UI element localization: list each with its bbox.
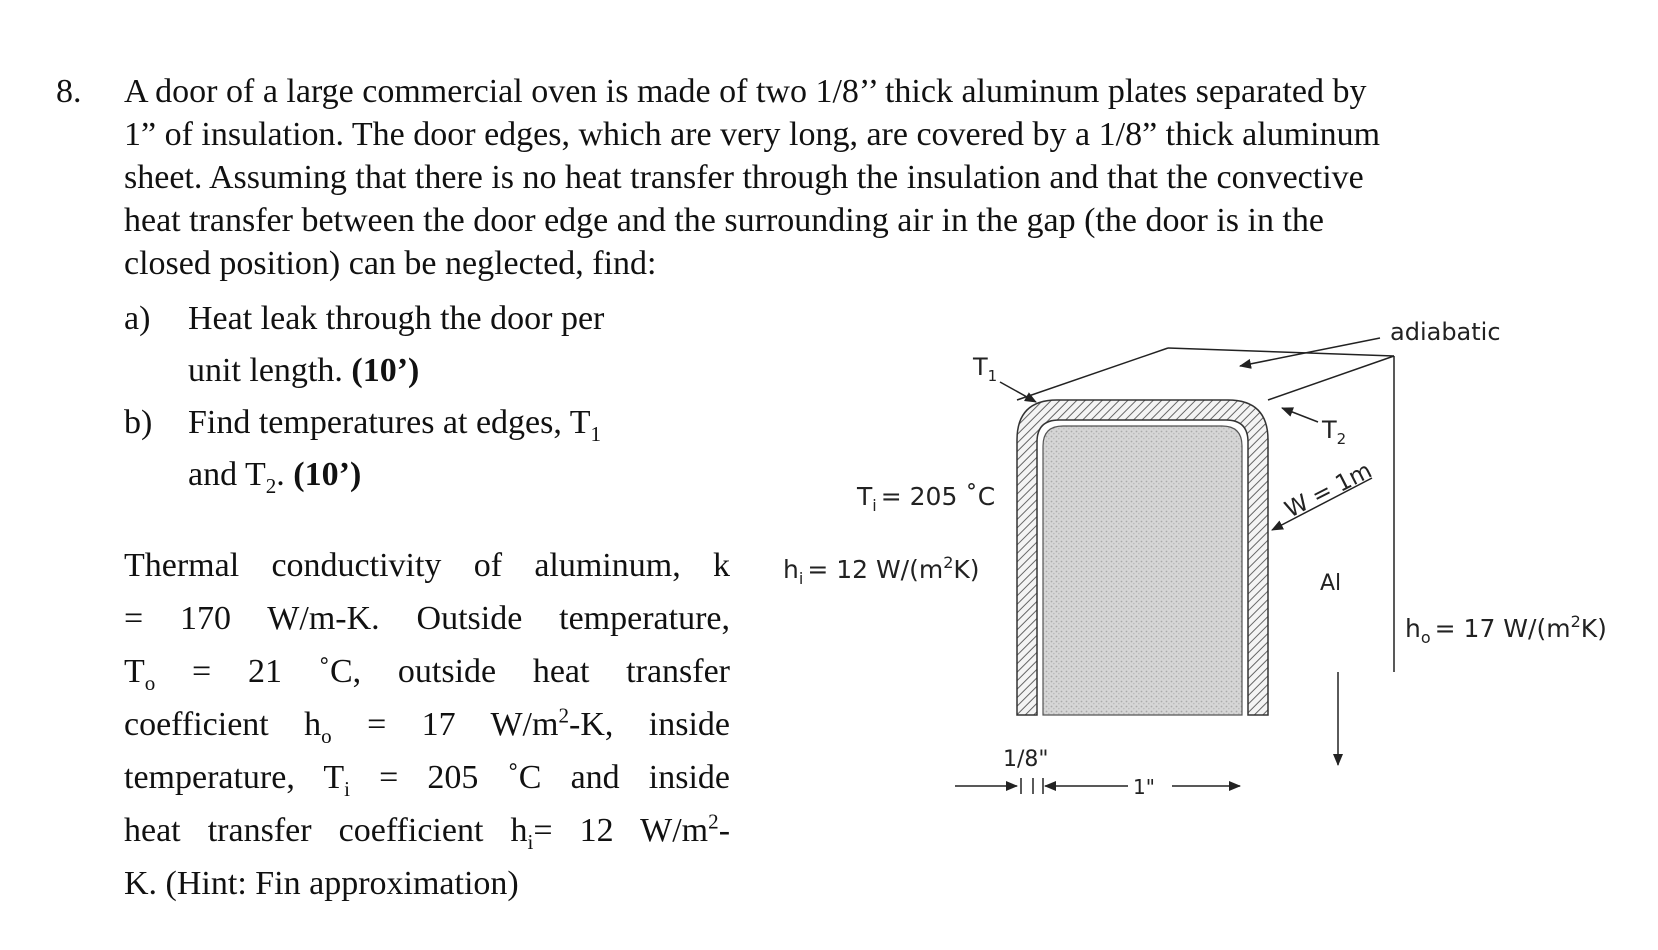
thickness-dimension	[955, 778, 1240, 794]
given-line: Thermal conductivity of aluminum, k	[124, 547, 730, 584]
t2-pointer	[1282, 408, 1318, 422]
part-a-points: (10’)	[351, 352, 420, 389]
plate-thickness-label: 1/8"	[1003, 747, 1049, 772]
part-b-after: .	[276, 456, 285, 493]
hi-label: $h_i = 12$ $W/(m^2K)$	[783, 553, 980, 588]
material-label: Al	[1320, 571, 1342, 596]
part-b-sub: 1	[590, 421, 602, 446]
insulation-thickness-label: 1"	[1133, 775, 1155, 799]
part-a-text: unit length.	[188, 352, 343, 389]
given-line: $T_o = 21$ ˚C, outside heat transfer	[124, 653, 730, 695]
given-line: = 170 W/m-K. Outside temperature,	[124, 600, 730, 637]
intro-line: A door of a large commercial oven is made of two 1/8’’ thick aluminum plates separated by	[124, 73, 1367, 110]
intro-line: closed position) can be neglected, find:	[124, 245, 657, 282]
insulation-core	[1043, 426, 1242, 715]
ti-label: $T_i = 205$ ˚C	[857, 482, 996, 515]
given-line: heat transfer coefficient $h_i= 12$ $W/m^2-$	[124, 809, 731, 854]
ho-label: $h_o = 17$ $W/(m^2K)$	[1405, 612, 1607, 647]
part-b-text2: and T	[188, 456, 266, 493]
part-a-line1: Heat leak through the door per	[188, 300, 605, 337]
given-line: temperature, $T_i = 205$ ˚C and inside	[124, 759, 730, 801]
intro-line: heat transfer between the door edge and the surrounding air in the gap (the door is in the	[124, 202, 1324, 239]
given-line: K. (Hint: Fin approximation)	[124, 865, 519, 902]
part-b-points: (10’)	[293, 456, 362, 493]
adiabatic-label: adiabatic	[1390, 318, 1501, 346]
intro-line: 1” of insulation. The door edges, which are very long, are covered by a 1/8” thick aluminum	[124, 116, 1381, 153]
t2-label: $T_2$	[1322, 416, 1347, 448]
problem-number: 8.	[56, 73, 82, 110]
part-b-sub2: 2	[265, 473, 277, 498]
t1-label: $T_1$	[973, 353, 998, 385]
part-b-label: b)	[124, 404, 153, 441]
given-line: coefficient $h_o = 17$ $W/m^2-K$, inside	[124, 703, 730, 748]
width-label: W = 1m	[1280, 457, 1377, 524]
part-a-label: a)	[124, 300, 151, 337]
part-b-text: Find temperatures at edges, T	[188, 404, 591, 441]
intro-line: sheet. Assuming that there is no heat transfer through the insulation and that the convective	[124, 159, 1364, 196]
